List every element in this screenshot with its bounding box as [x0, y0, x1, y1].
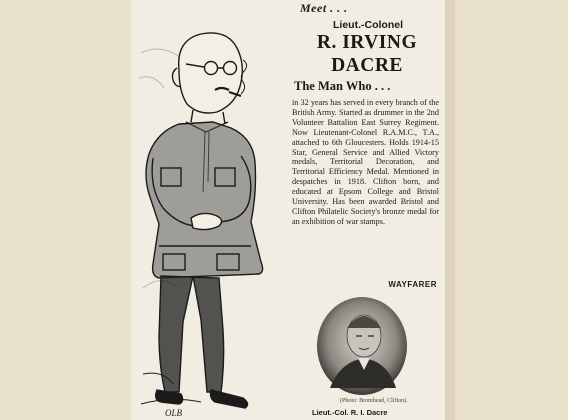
photo-caption: Lieut.-Col. R. I. Dacre: [312, 408, 388, 417]
newspaper-clipping: [131, 0, 445, 420]
author-signature: WAYFARER: [388, 280, 437, 289]
caricature-illustration: [131, 18, 296, 418]
clipping-edge: [445, 0, 455, 420]
article-body: in 32 years has served in every branch of the British Army. Started as drummer in the 2nd Volunteer Battalion East Surrey Regiment. Now Lieutenant-Colonel R.A.M.C., T.A., attached to 6th Gloucesters. Holds 1914-15 Star, General Service and Allied Victory medals, Territorial Decoration, and Territorial Efficiency Medal. Mentioned in despatches in 1918. Clifton born, and educated at Epsom College and Bristol University. Has been awarded Bristol and Clifton Philatelic Society's bronze medal for an exhibition of war stamps.: [292, 98, 439, 226]
portrait-photo: [316, 296, 408, 396]
meet-heading: Meet . . .: [300, 1, 348, 15]
subtitle: The Man Who . . .: [294, 79, 391, 93]
name-line-2: DACRE: [331, 55, 403, 76]
article-column: [288, 0, 445, 420]
rank-label: Lieut.-Colonel: [333, 19, 403, 31]
photo-credit: (Photo: Bromhead, Clifton).: [340, 398, 408, 404]
name-line-1: R. IRVING: [316, 32, 418, 53]
artist-signature: OLB: [165, 408, 183, 418]
